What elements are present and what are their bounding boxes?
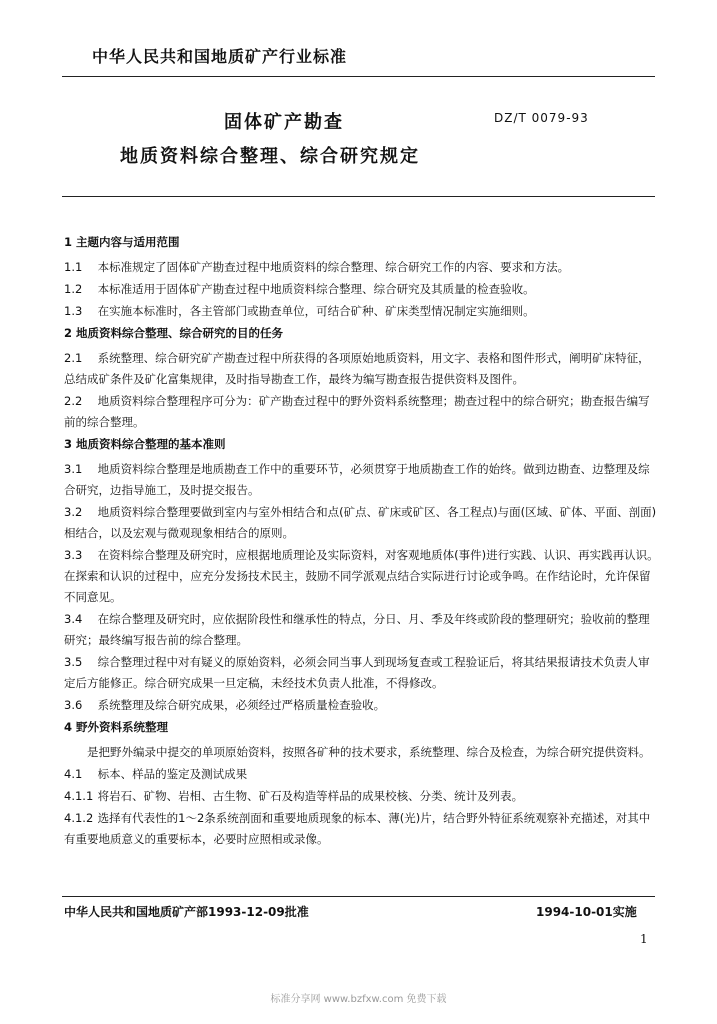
section-4	[64, 717, 660, 850]
clause	[64, 391, 660, 433]
section-heading: 3 地质资料综合整理的基本准则	[64, 437, 226, 451]
section-heading: 1 主题内容与适用范围	[64, 235, 180, 249]
approval-line: 中华人民共和国地质矿产部1993-12-09批准	[64, 905, 309, 919]
clause-number: 1.2	[64, 282, 83, 296]
clause-text: 综合整理过程中对有疑义的原始资料，必须会同当事人到现场复查或工程验证后，将其结果报请技术负责人审定后方能修正。综合研究成果一旦定稿，未经技术负责人批准，不得修改。	[64, 655, 650, 690]
issuing-authority: 中华人民共和国地质矿产行业标准	[92, 47, 348, 66]
clause	[64, 695, 660, 716]
clause	[64, 502, 660, 544]
watermark: 标准分享网 www.bzfxw.com 免费下载	[270, 994, 447, 1005]
clause-text: 本标准规定了固体矿产勘查过程中地质资料的综合整理、综合研究工作的内容、要求和方法。	[97, 260, 570, 274]
title-line-1: 固体矿产勘查	[224, 112, 344, 133]
section-3	[64, 434, 660, 716]
clause-text: 选择有代表性的1～2条系统剖面和重要地质现象的标本、薄(光)片，结合野外特征系统观察补充描述，对其中有重要地质意义的重要标本，必要时应照相或录像。	[64, 811, 651, 846]
clause-text: 在资料综合整理及研究时，应根据地质理论及实际资料，对客观地质体(事件)进行实践、认识、再实践再认识。在探索和认识的过程中，应充分发扬技术民主，鼓励不同学派观点结合实际进行讨论或争鸣。在作结论时，允许保留不同意见。	[64, 548, 659, 604]
clause-number: 3.1	[64, 462, 83, 476]
clause-number: 4.1.2	[64, 811, 94, 825]
clause	[64, 652, 660, 694]
section-intro: 是把野外编录中提交的单项原始资料，按照各矿种的技术要求，系统整理、综合及检查，为综合研究提供资料。	[87, 745, 651, 759]
clause-number: 2.1	[64, 351, 83, 365]
section-heading: 2 地质资料综合整理、综合研究的目的任务	[64, 326, 284, 340]
clause	[64, 279, 660, 300]
section-heading: 4 野外资料系统整理	[64, 720, 169, 734]
clause-number: 3.2	[64, 505, 83, 519]
section-1	[64, 232, 660, 322]
clause	[64, 348, 660, 390]
clause	[64, 609, 660, 651]
clause-text: 在实施本标准时，各主管部门或勘查单位，可结合矿种、矿床类型情况制定实施细则。	[97, 304, 535, 318]
effective-date: 1994-10-01实施	[536, 905, 637, 919]
clause-number: 2.2	[64, 394, 83, 408]
clause-text: 标本、样品的鉴定及测试成果	[97, 767, 248, 781]
document-body	[64, 232, 660, 851]
clause	[64, 459, 660, 501]
clause-number: 3.4	[64, 612, 83, 626]
clause	[64, 301, 660, 322]
clause	[64, 808, 660, 850]
clause	[64, 257, 660, 278]
title-line-2: 地质资料综合整理、综合研究规定	[120, 146, 420, 167]
clause-text: 将岩石、矿物、岩相、古生物、矿石及构造等样品的成果校核、分类、统计及列表。	[97, 789, 524, 803]
header-rule	[62, 76, 655, 77]
clause-text: 系统整理及综合研究成果，必须经过严格质量检查验收。	[97, 698, 386, 712]
clause-number: 1.3	[64, 304, 83, 318]
clause-text: 系统整理、综合研究矿产勘查过程中所获得的各项原始地质资料，用文字、表格和图件形式，阐明矿床特征，总结成矿条件及矿化富集规律，及时指导勘查工作，最终为编写勘查报告提供资料及图件。	[64, 351, 650, 386]
clause	[64, 764, 660, 785]
clause	[64, 545, 660, 608]
clause-number: 3.6	[64, 698, 83, 712]
section-2	[64, 323, 660, 433]
clause-number: 3.5	[64, 655, 83, 669]
clause	[64, 786, 660, 807]
clause-number: 1.1	[64, 260, 83, 274]
clause-number: 4.1	[64, 767, 83, 781]
title-rule	[62, 196, 655, 197]
clause-text: 地质资料综合整理程序可分为：矿产勘查过程中的野外资料系统整理；勘查过程中的综合研究；勘查报告编写前的综合整理。	[64, 394, 650, 429]
page-number: 1	[640, 932, 648, 946]
clause-text: 在综合整理及研究时，应依据阶段性和继承性的特点，分日、月、季及年终或阶段的整理研究；验收前的整理研究；最终编写报告前的综合整理。	[64, 612, 650, 647]
clause-number: 3.3	[64, 548, 83, 562]
clause-text: 地质资料综合整理是地质勘查工作中的重要环节，必须贯穿于地质勘查工作的始终。做到边勘查、边整理及综合研究，边指导施工，及时提交报告。	[64, 462, 650, 497]
standard-code: DZ/T 0079-93	[494, 111, 589, 125]
clause-text: 本标准适用于固体矿产勘查过程中地质资料综合整理、综合研究及其质量的检查验收。	[97, 282, 535, 296]
clause-number: 4.1.1	[64, 789, 94, 803]
clause-text: 地质资料综合整理要做到室内与室外相结合和点(矿点、矿床或矿区、各工程点)与面(区域、矿体、平面、剖面)相结合，以及宏观与微观现象相结合的原则。	[64, 505, 657, 540]
footer-rule	[62, 896, 655, 897]
